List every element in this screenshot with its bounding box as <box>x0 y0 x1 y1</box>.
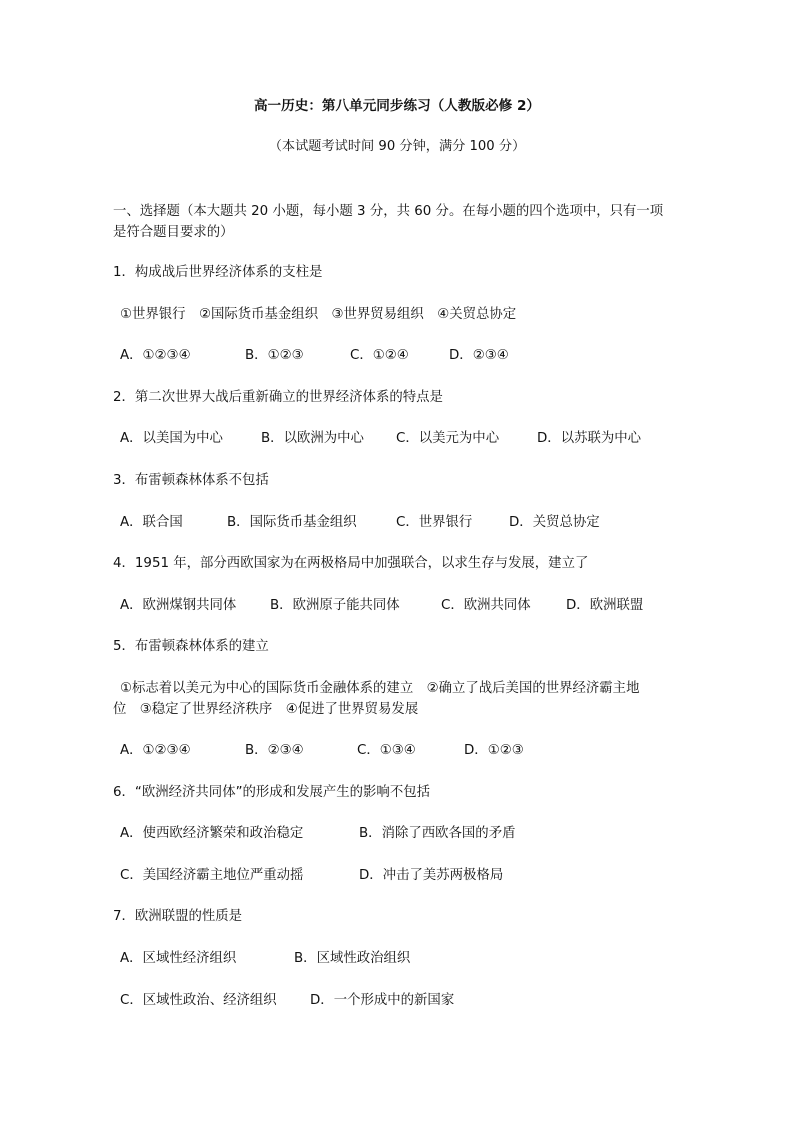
section-line-2: 是符合题目要求的） <box>113 225 234 240</box>
option-c: C．美国经济霸主地位严重动摇 <box>120 868 304 883</box>
option-d: D．冲击了美苏两极格局 <box>359 868 504 883</box>
question-statements-cont: 位 ③稳定了世界经济秩序 ④促进了世界贸易发展 <box>113 702 419 717</box>
option-d: D．①②③ <box>464 743 524 758</box>
option-b: B．区域性政治组织 <box>294 951 411 966</box>
option-b: B．①②③ <box>245 348 304 363</box>
question-stem: 2．第二次世界大战后重新确立的世界经济体系的特点是 <box>113 390 443 405</box>
option-b: B．欧洲原子能共同体 <box>270 598 400 613</box>
option-a: A．联合国 <box>120 515 183 530</box>
option-c: C．区域性政治、经济组织 <box>120 993 277 1008</box>
option-d: D．②③④ <box>449 348 509 363</box>
option-c: C．世界银行 <box>396 515 473 530</box>
question-stem: 5．布雷顿森林体系的建立 <box>113 639 269 654</box>
option-d: D．关贸总协定 <box>509 515 600 530</box>
option-c: C．①③④ <box>357 743 416 758</box>
section-line-1: 一、选择题（本大题共 20 小题，每小题 3 分，共 60 分。在每小题的四个选项中，只有一项 <box>113 204 664 219</box>
option-b: B．以欧洲为中心 <box>261 431 364 446</box>
option-d: D．以苏联为中心 <box>537 431 642 446</box>
option-d: D．欧洲联盟 <box>566 598 644 613</box>
option-a: A．使西欧经济繁荣和政治稳定 <box>120 826 304 841</box>
question-statements: ①标志着以美元为中心的国际货币金融体系的建立 ②确立了战后美国的世界经济霸主地 <box>120 681 640 696</box>
option-a: A．①②③④ <box>120 348 191 363</box>
option-a: A．区域性经济组织 <box>120 951 237 966</box>
question-stem: 1．构成战后世界经济体系的支柱是 <box>113 265 323 280</box>
question-stem: 3．布雷顿森林体系不包括 <box>113 473 269 488</box>
page-title: 高一历史：第八单元同步练习（人教版必修 2） <box>253 98 541 114</box>
question-stem: 6．“欧洲经济共同体”的形成和发展产生的影响不包括 <box>113 785 430 800</box>
option-d: D．一个形成中的新国家 <box>310 993 455 1008</box>
option-b: B．消除了西欧各国的矛盾 <box>359 826 516 841</box>
option-c: C．①②④ <box>350 348 409 363</box>
option-c: C．欧洲共同体 <box>441 598 531 613</box>
question-statements: ①世界银行 ②国际货币基金组织 ③世界贸易组织 ④关贸总协定 <box>120 307 517 322</box>
option-c: C．以美元为中心 <box>396 431 500 446</box>
question-stem: 4．1951 年，部分西欧国家为在两极格局中加强联合，以求生存与发展，建立了 <box>113 556 589 571</box>
option-b: B．国际货币基金组织 <box>227 515 357 530</box>
page-subtitle: （本试题考试时间 90 分钟，满分 100 分） <box>268 139 526 154</box>
option-a: A．欧洲煤钢共同体 <box>120 598 237 613</box>
option-b: B．②③④ <box>245 743 304 758</box>
question-stem: 7．欧洲联盟的性质是 <box>113 909 243 924</box>
option-a: A．以美国为中心 <box>120 431 223 446</box>
option-a: A．①②③④ <box>120 743 191 758</box>
